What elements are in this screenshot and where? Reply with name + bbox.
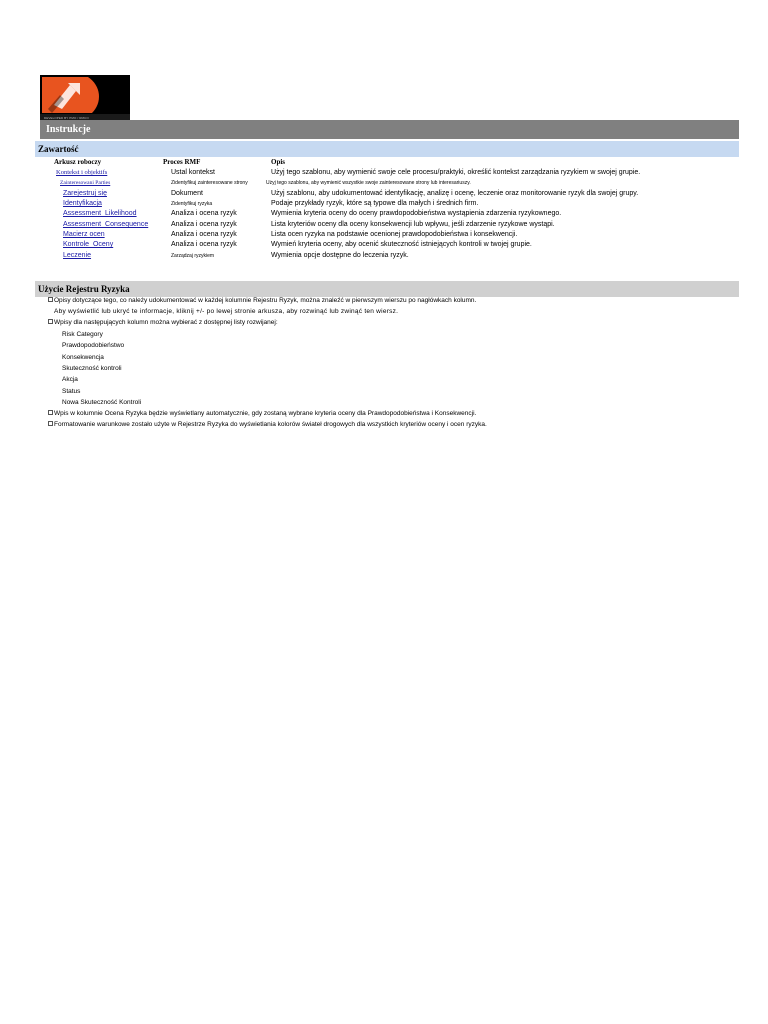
table-row <box>0 230 768 240</box>
process-cell: Zidentyfikuj zainteresowane strony <box>171 180 248 186</box>
process-cell: Analiza i ocena ryzyk <box>171 221 237 228</box>
description-cell: Wymienia opcje dostępne do leczenia ryzyk. <box>271 252 409 259</box>
usage-note <box>48 420 487 430</box>
description-cell: Lista kryteriów oceny dla oceny konsekwencji lub wpływu, jeśli zdarzenie ryzykowe wystąpi. <box>271 221 555 228</box>
company-logo <box>40 75 130 120</box>
sheet-link[interactable]: Assessment_Consequence <box>63 221 149 228</box>
description-cell: Wymienia kryteria oceny do oceny prawdopodobieństwa wystąpienia zdarzenia ryzykownego. <box>271 210 562 217</box>
logo-tagline: DEVELOPED BY PMO / RMCO <box>44 116 89 120</box>
sheet-link[interactable]: Identyfikacja <box>63 200 102 207</box>
list-item: Status <box>62 388 81 395</box>
checkbox-icon <box>48 421 53 426</box>
table-row <box>0 251 768 261</box>
sheet-link[interactable]: Assessment_Likelihood <box>63 210 137 217</box>
table-row <box>0 199 768 209</box>
process-cell: Ustal kontekst <box>171 169 215 176</box>
list-item: Prawdopodobieństwo <box>62 342 125 349</box>
sheet-link[interactable]: Kontekst i objektifs <box>56 169 108 176</box>
process-cell: Analiza i ocena ryzyk <box>171 241 237 248</box>
sheet-link[interactable]: Zarejestruj się <box>63 190 107 197</box>
list-item: Risk Category <box>62 331 103 338</box>
sheet-link[interactable]: Macierz ocen <box>63 231 105 238</box>
description-cell: Użyj tego szablonu, aby wymienić swoje cele procesu/praktyki, określić kontekst zarządzania ryzykiem w swojej grupie. <box>271 169 641 176</box>
usage-note <box>48 296 476 306</box>
process-cell: Dokument <box>171 190 203 197</box>
usage-note <box>48 318 278 328</box>
table-row <box>0 220 768 230</box>
process-cell: Zarządzaj ryzykiem <box>171 253 215 259</box>
description-cell: Użyj tego szablonu, aby wymienić wszystkie swoje zainteresowane strony lub interesariuszy. <box>266 180 471 186</box>
list-item: Skuteczność kontroli <box>62 365 122 372</box>
usage-note-text: Wpis w kolumnie Ocena Ryzyka będzie wyświetlany automatycznie, gdy zostaną wybrane kryteria oceny dla Prawdopodobieństwa i Konsekwencji. <box>54 410 477 417</box>
checkbox-icon <box>48 319 53 324</box>
table-row <box>0 209 768 219</box>
checkbox-icon <box>48 297 53 302</box>
sheet-link[interactable]: Zainteresowani Parties <box>60 180 111 186</box>
usage-note <box>48 409 476 419</box>
usage-note-text: Aby wyświetlić lub ukryć te informacje, kliknij +/- po lewej stronie arkusza, aby rozwinąć lub zwinąć ten wiersz. <box>54 308 399 315</box>
description-cell: Lista ocen ryzyka na podstawie ocenionej prawdopodobieństwa i konsekwencji. <box>271 231 518 238</box>
process-cell: Analiza i ocena ryzyk <box>171 231 237 238</box>
description-cell: Podaje przykłady ryzyk, które są typowe dla małych i średnich firm. <box>271 200 479 207</box>
list-item: Akcja <box>62 376 78 383</box>
table-row <box>0 189 768 199</box>
description-cell: Wymień kryteria oceny, aby ocenić skuteczność istniejących kontroli w twojej grupie. <box>271 241 532 248</box>
page-title: Instrukcje <box>40 120 739 139</box>
table-row <box>0 168 768 178</box>
description-cell: Użyj szablonu, aby udokumentować identyfikację, analizę i ocenę, leczenie oraz monitorowanie ryzyk dla swojej grupy. <box>271 190 639 197</box>
table-row <box>0 178 768 188</box>
list-item: Konsekwencja <box>62 354 104 361</box>
table-row <box>0 240 768 250</box>
contents-heading: Zawartość <box>35 141 739 157</box>
sheet-link[interactable]: Kontrole_Oceny <box>63 241 114 248</box>
usage-note-text: Formatowanie warunkowe zostało użyte w Rejestrze Ryzyka do wyświetlania kolorów świateł drogowych dla wszystkich kryteriów oceny i ocen ryzyka. <box>54 421 487 428</box>
column-header-process: Proces RMF <box>163 158 201 166</box>
process-cell: Zidentyfikuj ryzyka <box>171 201 213 207</box>
usage-note-text: Opisy dotyczące tego, co należy udokumentować w każdej kolumnie Rejestru Ryzyk, można znaleźć w pierwszym wierszu po nagłówkach kolumn. <box>54 297 477 304</box>
usage-heading: Użycie Rejestru Ryzyka <box>35 281 739 297</box>
checkbox-icon <box>48 410 53 415</box>
column-header-description: Opis <box>271 158 286 166</box>
list-item: Nowa Skuteczność Kontroli <box>62 399 142 406</box>
sheet-link[interactable]: Leczenie <box>63 252 92 259</box>
process-cell: Analiza i ocena ryzyk <box>171 210 237 217</box>
column-header-sheet: Arkusz roboczy <box>54 158 102 166</box>
usage-note-text: Wpisy dla następujących kolumn można wybierać z dostępnej listy rozwijanej: <box>54 319 278 326</box>
